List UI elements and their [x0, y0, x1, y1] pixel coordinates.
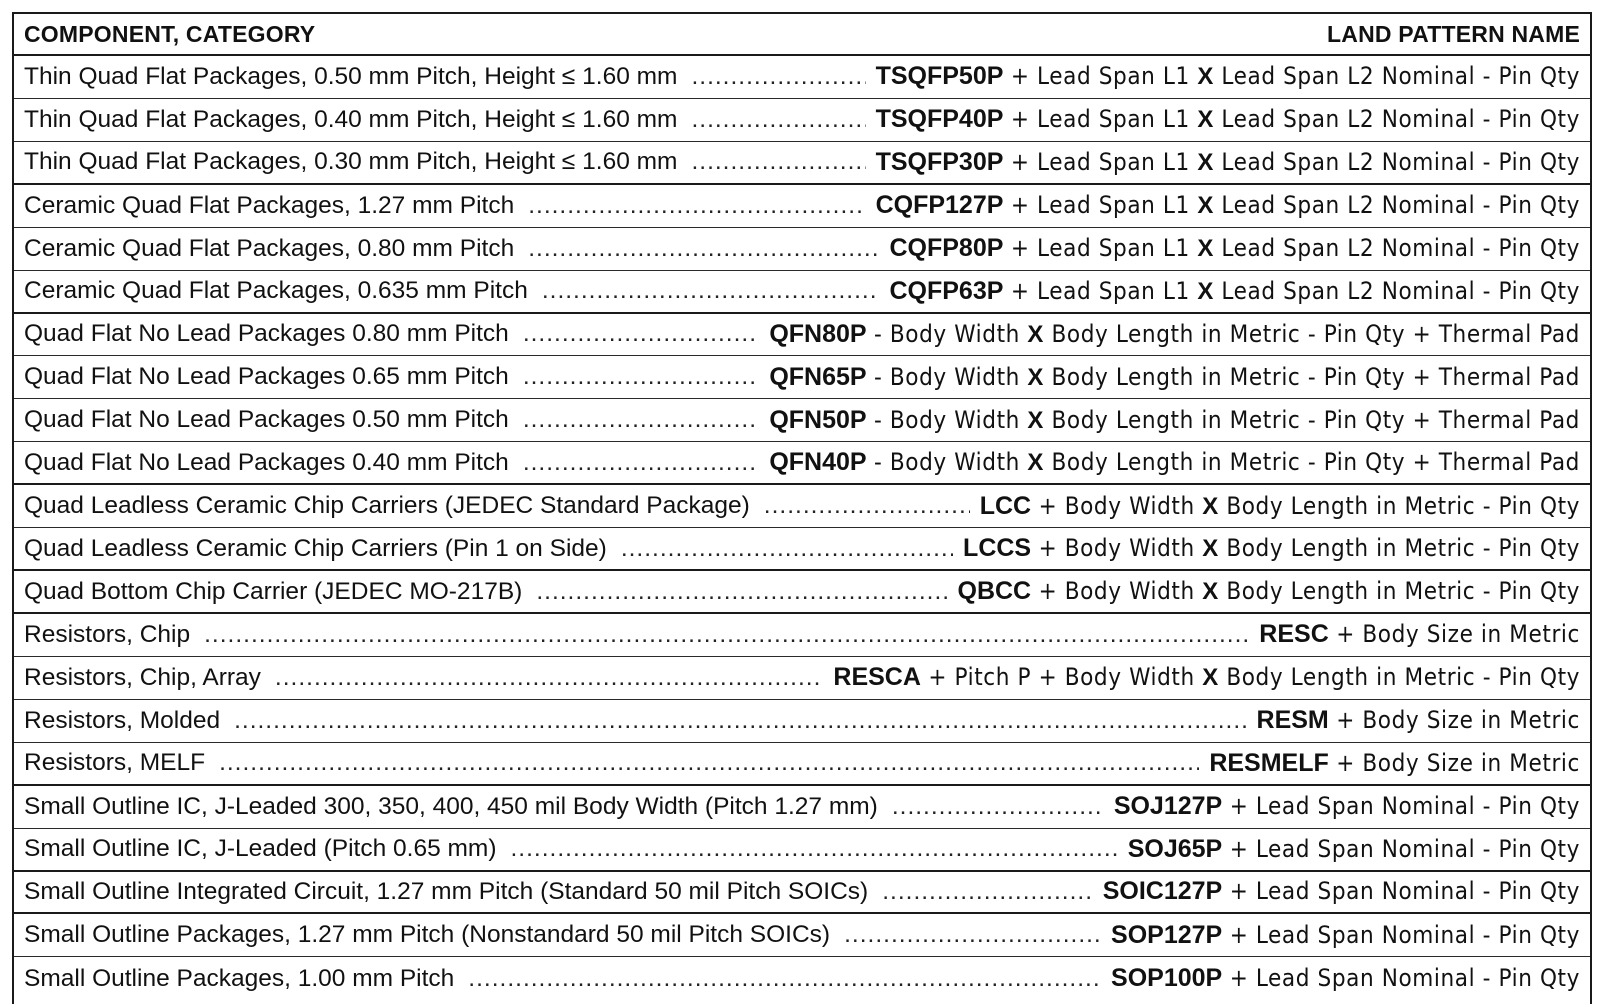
land-pattern-suffix: - Body Width X Body Length in Metric - Pin Qty + Thermal Pad: [866, 362, 1580, 391]
table-row: [14, 914, 1590, 957]
row-category: Quad Flat No Lead Packages 0.50 mm Pitch: [24, 406, 509, 434]
dot-leader: [219, 749, 1199, 777]
by-separator: X: [1197, 235, 1214, 263]
by-separator: X: [1197, 148, 1214, 176]
by-separator: X: [1202, 578, 1219, 606]
table-row: [14, 485, 1590, 528]
dot-leader: [523, 363, 760, 391]
land-pattern-code: TSQFP30P: [875, 147, 1004, 176]
row-land-pattern-name: [866, 191, 1580, 220]
row-category: Thin Quad Flat Packages, 0.50 mm Pitch, Height ≤ 1.60 mm: [24, 62, 678, 90]
row-land-pattern-name: [953, 534, 1580, 563]
by-separator: X: [1197, 192, 1214, 220]
by-separator: X: [1197, 277, 1214, 305]
table-row: [14, 399, 1590, 442]
row-category: Resistors, Chip, Array: [24, 663, 261, 691]
dot-leader: [542, 277, 880, 305]
land-pattern-suffix: + Lead Span L1 X Lead Span L2 Nominal - Pin Qty: [1003, 62, 1580, 91]
land-pattern-suffix: - Body Width X Body Length in Metric - Pin Qty + Thermal Pad: [866, 448, 1580, 477]
row-land-pattern-name: [823, 663, 1580, 692]
row-category: Resistors, MELF: [24, 749, 206, 777]
land-pattern-suffix: + Lead Span Nominal - Pin Qty: [1222, 964, 1580, 993]
land-pattern-suffix: + Lead Span L1 X Lead Span L2 Nominal - Pin Qty: [1003, 105, 1580, 134]
row-land-pattern-name: [970, 492, 1580, 521]
table-row: [14, 314, 1590, 357]
row-category: Quad Leadless Ceramic Chip Carriers (JEDEC Standard Package): [24, 492, 750, 520]
land-pattern-suffix: + Body Size in Metric: [1328, 748, 1580, 777]
table-row: [14, 786, 1590, 829]
row-land-pattern-name: [1118, 835, 1580, 864]
dot-leader: [764, 492, 970, 520]
land-pattern-code: QFN80P: [769, 319, 867, 348]
by-separator: X: [1027, 406, 1045, 434]
header-component-category: COMPONENT, CATEGORY: [24, 20, 316, 47]
row-category: Small Outline Integrated Circuit, 1.27 mm Pitch (Standard 50 mil Pitch SOICs): [24, 877, 869, 905]
land-pattern-code: QFN65P: [769, 362, 867, 391]
row-land-pattern-name: [866, 62, 1580, 91]
by-separator: X: [1027, 320, 1045, 348]
table-row: [14, 657, 1590, 700]
row-category: Thin Quad Flat Packages, 0.40 mm Pitch, Height ≤ 1.60 mm: [24, 105, 678, 133]
table-row: [14, 442, 1590, 485]
table-row: [14, 528, 1590, 571]
land-pattern-suffix: + Pitch P + Body Width X Body Length in Metric - Pin Qty: [920, 663, 1580, 692]
land-pattern-suffix: + Lead Span L1 X Lead Span L2 Nominal - Pin Qty: [1003, 276, 1580, 305]
table-body: [14, 56, 1590, 1000]
dot-leader: [691, 148, 865, 176]
land-pattern-suffix: + Lead Span L1 X Lead Span L2 Nominal - Pin Qty: [1003, 191, 1580, 220]
dot-leader: [275, 664, 824, 692]
land-pattern-code: QFN50P: [769, 405, 867, 434]
land-pattern-suffix: + Body Size in Metric: [1328, 706, 1580, 735]
table-row: [14, 872, 1590, 915]
table-header: [14, 14, 1590, 56]
by-separator: X: [1027, 449, 1045, 477]
by-separator: X: [1202, 492, 1219, 520]
row-category: Small Outline Packages, 1.27 mm Pitch (Nonstandard 50 mil Pitch SOICs): [24, 921, 831, 949]
by-separator: X: [1197, 63, 1214, 91]
land-pattern-suffix: + Body Width X Body Length in Metric - Pin Qty: [1031, 534, 1580, 563]
land-pattern-code: RESCA: [833, 663, 921, 692]
by-separator: X: [1202, 535, 1219, 563]
land-pattern-code: TSQFP50P: [875, 62, 1004, 91]
row-land-pattern-name: [879, 277, 1580, 306]
row-category: Quad Bottom Chip Carrier (JEDEC MO-217B): [24, 577, 523, 605]
row-category: Small Outline Packages, 1.00 mm Pitch: [24, 964, 455, 992]
dot-leader: [234, 707, 1246, 735]
dot-leader: [691, 63, 865, 91]
row-category: Ceramic Quad Flat Packages, 1.27 mm Pitch: [24, 191, 515, 219]
dot-leader: [468, 965, 1101, 993]
row-category: Ceramic Quad Flat Packages, 0.80 mm Pitch: [24, 234, 515, 262]
row-land-pattern-name: [1249, 620, 1580, 649]
land-pattern-suffix: + Lead Span L1 X Lead Span L2 Nominal - Pin Qty: [1003, 234, 1580, 263]
land-pattern-suffix: + Body Width X Body Length in Metric - Pin Qty: [1031, 491, 1580, 520]
dot-leader: [882, 878, 1093, 906]
table-row: [14, 185, 1590, 228]
row-land-pattern-name: [1104, 792, 1580, 821]
row-category: Resistors, Molded: [24, 706, 221, 734]
dot-leader: [528, 192, 865, 220]
row-land-pattern-name: [1199, 749, 1580, 778]
land-pattern-suffix: + Lead Span Nominal - Pin Qty: [1222, 920, 1580, 949]
row-land-pattern-name: [866, 148, 1580, 177]
table-row: [14, 571, 1590, 614]
land-pattern-suffix: + Body Size in Metric: [1328, 620, 1580, 649]
table-row: [14, 743, 1590, 786]
by-separator: X: [1027, 363, 1045, 391]
land-pattern-suffix: - Body Width X Body Length in Metric - Pin Qty + Thermal Pad: [866, 319, 1580, 348]
land-pattern-code: QFN40P: [769, 448, 867, 477]
table-row: [14, 957, 1590, 1000]
by-separator: X: [1197, 106, 1214, 134]
table-row: [14, 829, 1590, 872]
row-land-pattern-name: [759, 363, 1580, 392]
dot-leader: [536, 578, 947, 606]
table-row: [14, 700, 1590, 743]
row-land-pattern-name: [866, 105, 1580, 134]
land-pattern-code: LCC: [979, 491, 1032, 520]
land-pattern-code: CQFP80P: [889, 234, 1004, 263]
dot-leader: [528, 235, 879, 263]
row-category: Quad Flat No Lead Packages 0.65 mm Pitch: [24, 363, 509, 391]
row-land-pattern-name: [759, 320, 1580, 349]
row-land-pattern-name: [759, 448, 1580, 477]
dot-leader: [892, 793, 1104, 821]
land-pattern-suffix: + Body Width X Body Length in Metric - Pin Qty: [1031, 577, 1580, 606]
row-land-pattern-name: [759, 406, 1580, 435]
row-land-pattern-name: [1101, 921, 1580, 950]
land-pattern-suffix: - Body Width X Body Length in Metric - Pin Qty + Thermal Pad: [866, 405, 1580, 434]
row-category: Quad Flat No Lead Packages 0.40 mm Pitch: [24, 448, 509, 476]
header-land-pattern-name: LAND PATTERN NAME: [1327, 20, 1580, 47]
row-category: Quad Leadless Ceramic Chip Carriers (Pin 1 on Side): [24, 534, 607, 562]
dot-leader: [844, 921, 1101, 949]
table-row: [14, 99, 1590, 142]
dot-leader: [523, 406, 760, 434]
table-row: [14, 614, 1590, 657]
row-land-pattern-name: [948, 577, 1581, 606]
land-pattern-suffix: + Lead Span Nominal - Pin Qty: [1222, 877, 1580, 906]
row-land-pattern-name: [1101, 964, 1580, 993]
dot-leader: [621, 535, 953, 563]
row-category: Small Outline IC, J-Leaded (Pitch 0.65 mm): [24, 835, 497, 863]
land-pattern-code: SOIC127P: [1102, 877, 1223, 906]
row-category: Resistors, Chip: [24, 620, 191, 648]
dot-leader: [691, 106, 865, 134]
land-pattern-code: RESM: [1256, 706, 1329, 735]
dot-leader: [523, 449, 760, 477]
land-pattern-code: RESC: [1259, 620, 1329, 649]
land-pattern-code: CQFP127P: [875, 191, 1004, 220]
land-pattern-code: SOP127P: [1111, 920, 1223, 949]
land-pattern-suffix: + Lead Span Nominal - Pin Qty: [1222, 792, 1580, 821]
land-pattern-code: RESMELF: [1209, 748, 1329, 777]
land-pattern-table: [12, 12, 1592, 1004]
dot-leader: [204, 621, 1249, 649]
row-land-pattern-name: [1247, 706, 1580, 735]
table-row: [14, 356, 1590, 399]
table-row: [14, 228, 1590, 271]
row-land-pattern-name: [879, 234, 1580, 263]
land-pattern-code: TSQFP40P: [875, 105, 1004, 134]
dot-leader: [511, 835, 1118, 863]
land-pattern-code: LCCS: [963, 534, 1032, 563]
row-category: Small Outline IC, J-Leaded 300, 350, 400, 450 mil Body Width (Pitch 1.27 mm): [24, 792, 878, 820]
land-pattern-code: SOJ65P: [1127, 834, 1223, 863]
row-category: Quad Flat No Lead Packages 0.80 mm Pitch: [24, 320, 509, 348]
row-category: Ceramic Quad Flat Packages, 0.635 mm Pitch: [24, 277, 528, 305]
land-pattern-code: CQFP63P: [889, 276, 1004, 305]
land-pattern-code: SOP100P: [1111, 964, 1223, 993]
row-land-pattern-name: [1093, 877, 1580, 906]
land-pattern-code: SOJ127P: [1113, 792, 1223, 821]
by-separator: X: [1202, 664, 1219, 692]
table-row: [14, 56, 1590, 99]
table-row: [14, 271, 1590, 314]
table-row: [14, 142, 1590, 185]
dot-leader: [523, 320, 760, 348]
land-pattern-code: QBCC: [957, 577, 1032, 606]
land-pattern-suffix: + Lead Span L1 X Lead Span L2 Nominal - Pin Qty: [1003, 147, 1580, 176]
land-pattern-suffix: + Lead Span Nominal - Pin Qty: [1222, 834, 1580, 863]
row-category: Thin Quad Flat Packages, 0.30 mm Pitch, Height ≤ 1.60 mm: [24, 148, 678, 176]
